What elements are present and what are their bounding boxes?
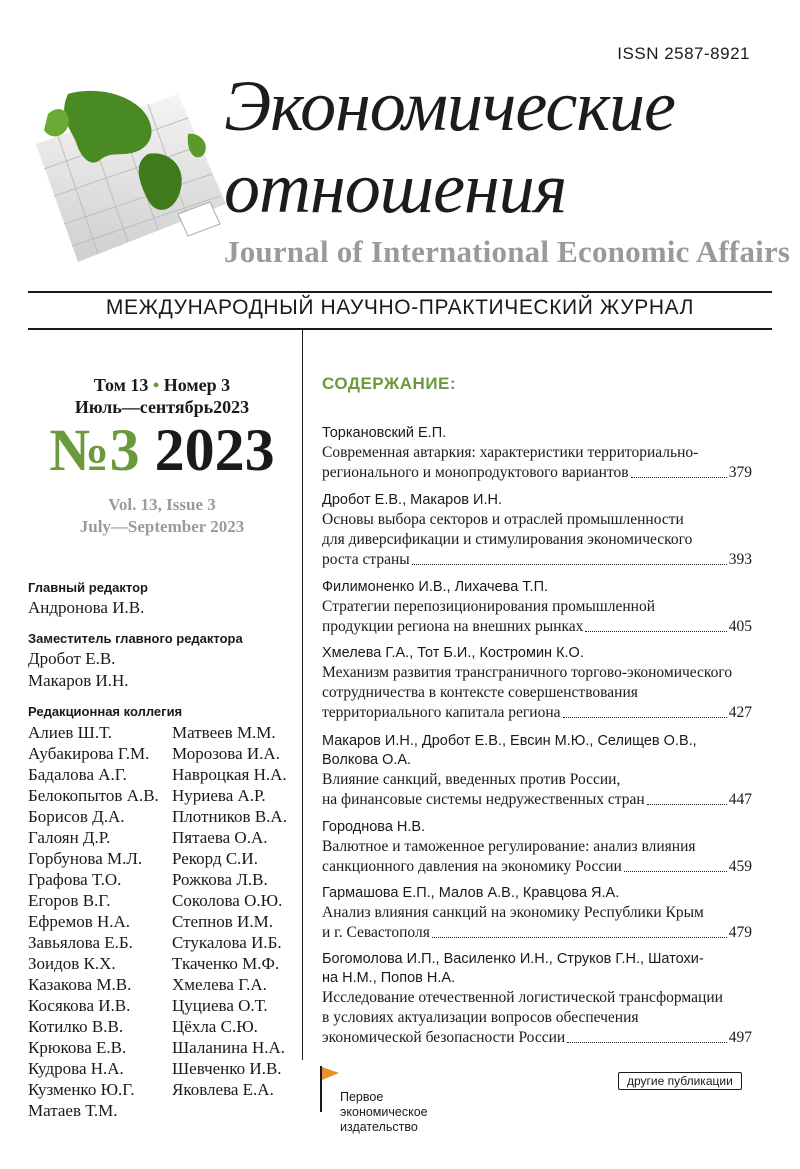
flag-icon <box>318 1064 340 1114</box>
toc-title-line: Основы выбора секторов и отраслей промышленности <box>322 511 684 528</box>
board-member: Ефремов Н.А. <box>28 912 131 931</box>
board-member: Рекорд С.И. <box>172 849 258 868</box>
column-divider <box>302 330 303 1060</box>
issue-year: 2023 <box>154 417 275 483</box>
publisher-logo-text <box>340 1090 428 1135</box>
contents-heading: СОДЕРЖАНИЕ: <box>322 374 457 393</box>
board-member: Соколова О.Ю. <box>172 891 283 910</box>
toc-page: 497 <box>728 1029 752 1046</box>
toc-title-line: сотрудничества в контексте совершенствования <box>322 684 638 701</box>
board-member: Белокопытов А.В. <box>28 786 159 805</box>
board-member: Зоидов К.Х. <box>28 954 116 973</box>
board-member: Плотников В.А. <box>172 807 287 826</box>
toc-entry[interactable] <box>322 491 752 570</box>
chief-editor-label: Главный редактор <box>28 580 148 595</box>
toc-title-line: Валютное и таможенное регулирование: анализ влияния <box>322 838 696 855</box>
toc-title-line: в условиях актуализации вопросов обеспечения <box>322 1009 639 1026</box>
toc-title-line: и г. Севастополя <box>322 924 430 941</box>
board-member: Шаланина Н.А. <box>172 1038 286 1057</box>
journal-title-english: Journal of International Economic Affairs <box>224 234 791 269</box>
toc-title-line: на финансовые системы недружественных стран <box>322 791 645 808</box>
toc-title-line: для диверсификации и стимулирования экономического <box>322 531 693 548</box>
journal-subtitle: МЕЖДУНАРОДНЫЙ НАУЧНО-ПРАКТИЧЕСКИЙ ЖУРНАЛ <box>105 296 695 319</box>
chief-editor: Андронова И.В. <box>28 598 145 617</box>
toc-page: 379 <box>728 464 752 481</box>
issue-info-en <box>28 494 296 538</box>
toc-authors: Хмелева Г.А., Тот Б.И., Костромин К.О. <box>322 645 584 661</box>
toc-entry[interactable] <box>322 818 752 877</box>
board-member: Крюкова Е.В. <box>28 1038 127 1057</box>
toc-page: 393 <box>728 551 752 568</box>
publisher-line: издательство <box>340 1120 418 1134</box>
publisher-line: Первое <box>340 1090 384 1104</box>
toc-title-line: санкционного давления на экономику России <box>322 858 622 875</box>
board-member: Морозова И.А. <box>172 744 280 763</box>
board-member: Казакова М.В. <box>28 975 132 994</box>
toc-authors: Городнова Н.В. <box>322 819 426 835</box>
board-member: Егоров В.Г. <box>28 891 111 910</box>
toc-page: 479 <box>728 924 752 941</box>
board-member: Кузменко Ю.Г. <box>28 1080 135 1099</box>
board-member: Матаев Т.М. <box>28 1101 118 1120</box>
publisher-line: экономическое <box>340 1105 428 1119</box>
toc-title-line: экономической безопасности России <box>322 1029 566 1046</box>
period-en: July—September 2023 <box>79 517 245 536</box>
board-column-1 <box>28 722 168 1121</box>
issue-num-sign: №3 <box>49 417 140 483</box>
toc-page: 447 <box>728 791 752 808</box>
deputy-editor: Дробот Е.В. <box>28 649 116 668</box>
toc-entry[interactable] <box>322 578 752 637</box>
toc-title-line: Механизм развития трансграничного торгово-экономического <box>322 664 733 681</box>
other-publications-button[interactable]: другие публикации <box>618 1072 742 1090</box>
board-member: Алиев Ш.Т. <box>28 723 113 742</box>
issue-info-ru: Том 13 • Номер 3 Июль—сентябрь2023 <box>28 374 296 418</box>
toc-authors: Дробот Е.В., Макаров И.Н. <box>322 492 502 508</box>
period-ru: Июль—сентябрь2023 <box>74 397 250 417</box>
toc-authors: Волкова О.А. <box>322 752 412 768</box>
divider-bottom <box>28 328 772 330</box>
board-member: Яковлева Е.А. <box>172 1080 274 1099</box>
editorial-board <box>28 580 298 719</box>
toc-title-line: территориального капитала региона <box>322 704 561 721</box>
board-member: Матвеев М.М. <box>172 723 276 742</box>
board-member: Нуриева А.Р. <box>172 786 266 805</box>
journal-title-line1: Экономические <box>224 66 675 146</box>
toc-title-line: Современная автаркия: характеристики территориально- <box>322 444 699 461</box>
board-member: Графова Т.О. <box>28 870 122 889</box>
board-member: Степнов И.М. <box>172 912 273 931</box>
board-member: Стукалова И.Б. <box>172 933 282 952</box>
toc-authors: Гармашова Е.П., Малов А.В., Кравцова Я.А. <box>322 885 620 901</box>
toc-page: 459 <box>728 858 752 875</box>
toc-page: 405 <box>728 618 752 635</box>
board-member: Завьялова Е.Б. <box>28 933 133 952</box>
toc-title-line: регионального и монопродуктового вариантов <box>322 464 629 481</box>
toc-title-line: роста страны <box>322 551 410 568</box>
board-member: Котилко В.В. <box>28 1017 124 1036</box>
toc-authors: на Н.М., Попов Н.А. <box>322 970 456 986</box>
board-column-2 <box>172 722 300 1100</box>
board-member: Хмелева Г.А. <box>172 975 267 994</box>
toc-entry[interactable] <box>322 424 752 483</box>
board-member: Горбунова М.Л. <box>28 849 143 868</box>
board-member: Аубакирова Г.М. <box>28 744 150 763</box>
board-member: Галоян Д.Р. <box>28 828 111 847</box>
toc-title-line: Исследование отечественной логистической трансформации <box>322 989 723 1006</box>
toc-title-line: Влияние санкций, введенных против России, <box>322 771 621 788</box>
toc-authors: Торкановский Е.П. <box>322 425 447 441</box>
toc-entry[interactable] <box>322 884 752 943</box>
issue-number <box>28 417 296 483</box>
board-member: Бадалова А.Г. <box>28 765 127 784</box>
board-member: Косякова И.В. <box>28 996 131 1015</box>
tom: Том 13 <box>93 375 149 395</box>
deputy-editor: Макаров И.Н. <box>28 671 129 690</box>
divider-top <box>28 291 772 293</box>
toc-entry[interactable] <box>322 644 752 723</box>
puzzle-globe-icon <box>28 84 228 266</box>
toc-title-line: Анализ влияния санкций на экономику Республики Крым <box>322 904 704 921</box>
toc-title-line: продукции региона на внешних рынках <box>322 618 584 635</box>
board-member: Цуциева О.Т. <box>172 996 268 1015</box>
board-member: Пятаева О.А. <box>172 828 268 847</box>
toc-title-line: Стратегии перепозиционирования промышленной <box>322 598 655 615</box>
deputy-editor-label: Заместитель главного редактора <box>28 631 243 646</box>
board-member: Навроцкая Н.А. <box>172 765 287 784</box>
toc-authors: Филимоненко И.В., Лихачева Т.П. <box>322 579 549 595</box>
toc-authors: Макаров И.Н., Дробот Е.В., Евсин М.Ю., Селищев О.В., <box>322 733 697 749</box>
journal-title-line2: отношения <box>224 148 567 228</box>
nomer: Номер 3 <box>163 375 231 395</box>
board-member: Ткаченко М.Ф. <box>172 954 280 973</box>
toc-entry[interactable] <box>322 732 752 810</box>
toc-authors: Богомолова И.П., Василенко И.Н., Струков Г.Н., Шатохи- <box>322 951 704 967</box>
board-member: Цёхла С.Ю. <box>172 1017 258 1036</box>
board-member: Кудрова Н.А. <box>28 1059 124 1078</box>
board-member: Рожкова Л.В. <box>172 870 268 889</box>
toc-page: 427 <box>728 704 752 721</box>
board-member: Шевченко И.В. <box>172 1059 282 1078</box>
board-label: Редакционная коллегия <box>28 704 183 719</box>
toc-entry[interactable] <box>322 950 752 1048</box>
issn: ISSN 2587-8921 <box>617 44 750 63</box>
vol-en: Vol. 13, Issue 3 <box>108 495 216 514</box>
board-member: Борисов Д.А. <box>28 807 125 826</box>
